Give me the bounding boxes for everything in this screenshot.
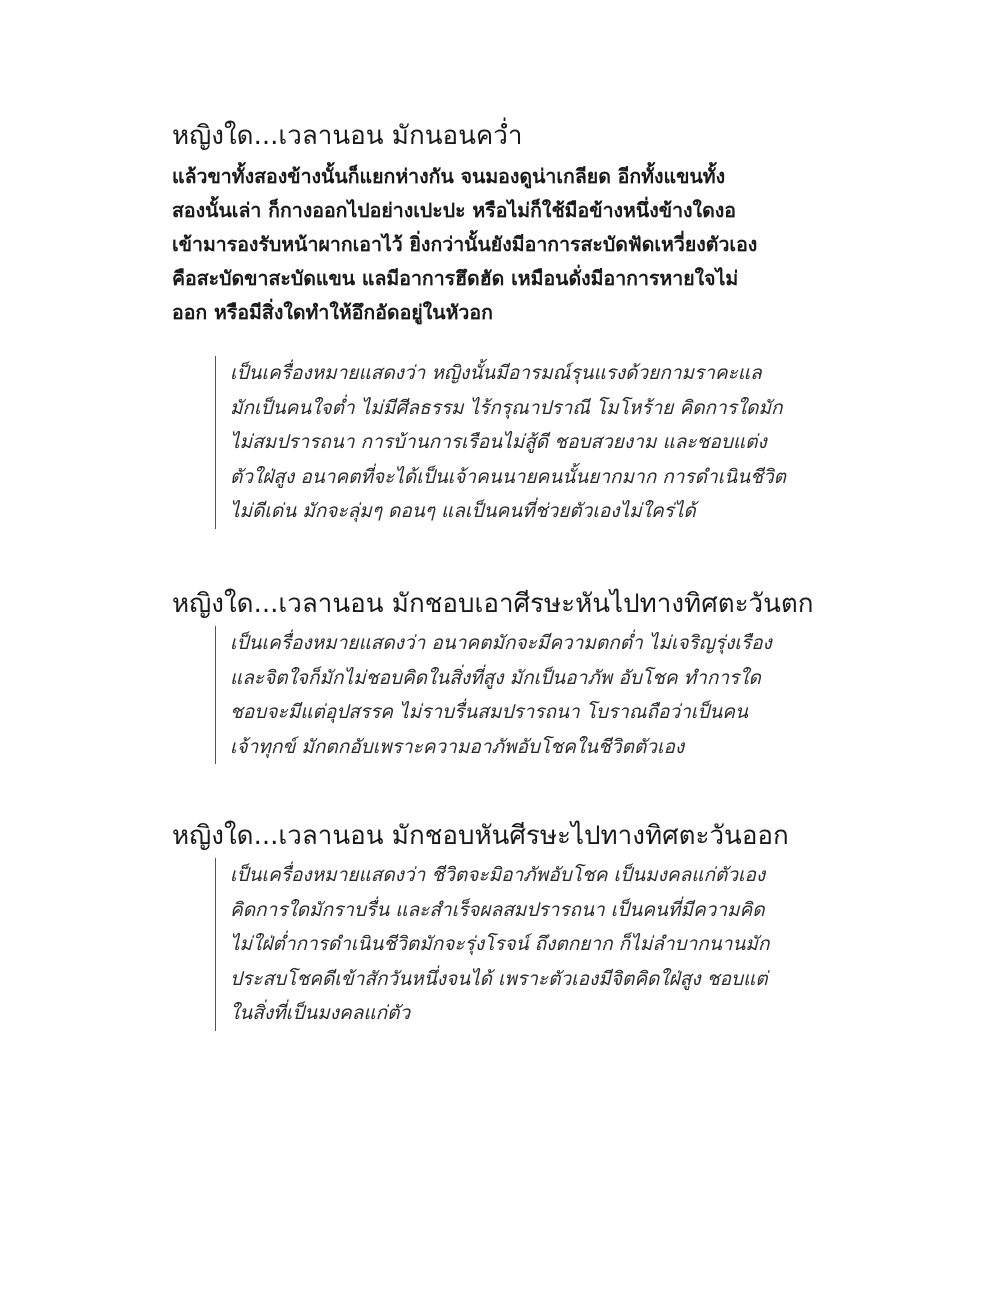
- section-intro-prone: [172, 160, 812, 330]
- intro-line: เข้ามารองรับหน้าผากเอาไว้ ยิ่งกว่านั้นยังมีอาการสะบัดฟัดเหวี่ยงตัวเอง: [172, 233, 758, 256]
- section-heading-prone: หญิงใด...เวลานอน มักนอนคว่ำ: [172, 121, 523, 151]
- quote-line: ในสิ่งที่เป็นมงคลแก่ตัว: [230, 1002, 411, 1024]
- quote-line: ไม่ดีเด่น มักจะลุ่มๆ ดอนๆ แลเป็นคนที่ช่วยตัวเองไม่ใคร่ได้: [230, 500, 696, 522]
- section-heading-east: หญิงใด...เวลานอน มักชอบหันศีรษะไปทางทิศตะวันออก: [172, 821, 789, 851]
- quote-line: เป็นเครื่องหมายแสดงว่า อนาคตมักจะมีความตกต่ำ ไม่เจริญรุ่งเรือง: [230, 632, 772, 654]
- quote-line: เจ้าทุกข์ มักตกอับเพราะความอาภัพอับโชคในชีวิตตัวเอง: [230, 735, 685, 758]
- quote-line: เป็นเครื่องหมายแสดงว่า หญิงนั้นมีอารมณ์รุนแรงด้วยกามราคะแล: [230, 362, 762, 384]
- quote-line: ไม่สมปรารถนา การบ้านการเรือนไม่สู้ดี ชอบสวยงาม และชอบแต่ง: [230, 431, 767, 453]
- intro-line: สองนั้นเล่า ก็กางออกไปอย่างเปะปะ หรือไม่ก็ใช้มือข้างหนึ่งข้างใดงอ: [172, 199, 736, 222]
- section-heading-west: หญิงใด...เวลานอน มักชอบเอาศีรษะหันไปทางทิศตะวันตก: [172, 589, 814, 619]
- quote-line: และจิตใจก็มักไม่ชอบคิดในสิ่งที่สูง มักเป็นอาภัพ อับโชค ทำการใด: [230, 666, 761, 689]
- quote-line: เป็นเครื่องหมายแสดงว่า ชีวิตจะมิอาภัพอับโชค เป็นมงคลแก่ตัวเอง: [230, 864, 766, 886]
- quote-line: ไม่ใฝ่ต่ำการดำเนินชีวิตมักจะรุ่งโรจน์ ถึงตกยาก ก็ไม่ลำบากนานมัก: [230, 933, 770, 955]
- intro-line: แล้วขาทั้งสองข้างนั้นก็แยกห่างกัน จนมองดูน่าเกลียด อีกทั้งแขนทั้ง: [172, 165, 726, 188]
- intro-line: คือสะบัดขาสะบัดแขน แลมีอาการฮึดฮัด เหมือนดั่งมีอาการหายใจไม่: [172, 267, 739, 290]
- intro-line: ออก หรือมีสิ่งใดทำให้อึกอัดอยู่ในหัวอก: [172, 301, 493, 324]
- section-quote-east: [215, 858, 830, 1031]
- quote-line: ตัวใฝ่สูง อนาคตที่จะได้เป็นเจ้าคนนายคนนั้นยากมาก การดำเนินชีวิต: [230, 465, 787, 488]
- quote-line: มักเป็นคนใจต่ำ ไม่มีศีลธรรม ไร้กรุณาปราณี โมโหร้าย คิดการใดมัก: [230, 396, 783, 419]
- quote-line: ประสบโชคดีเข้าสักวันหนึ่งจนได้ เพราะตัวเองมีจิตคิดใฝ่สูง ชอบแต่: [230, 967, 768, 990]
- quote-line: คิดการใดมักราบรื่น และสำเร็จผลสมปรารถนา เป็นคนที่มีความคิด: [230, 898, 765, 921]
- section-quote-west: [215, 626, 830, 764]
- section-quote-prone: [215, 356, 830, 529]
- quote-line: ชอบจะมีแต่อุปสรรค ไม่ราบรื่นสมปรารถนา โบราณถือว่าเป็นคน: [230, 701, 748, 723]
